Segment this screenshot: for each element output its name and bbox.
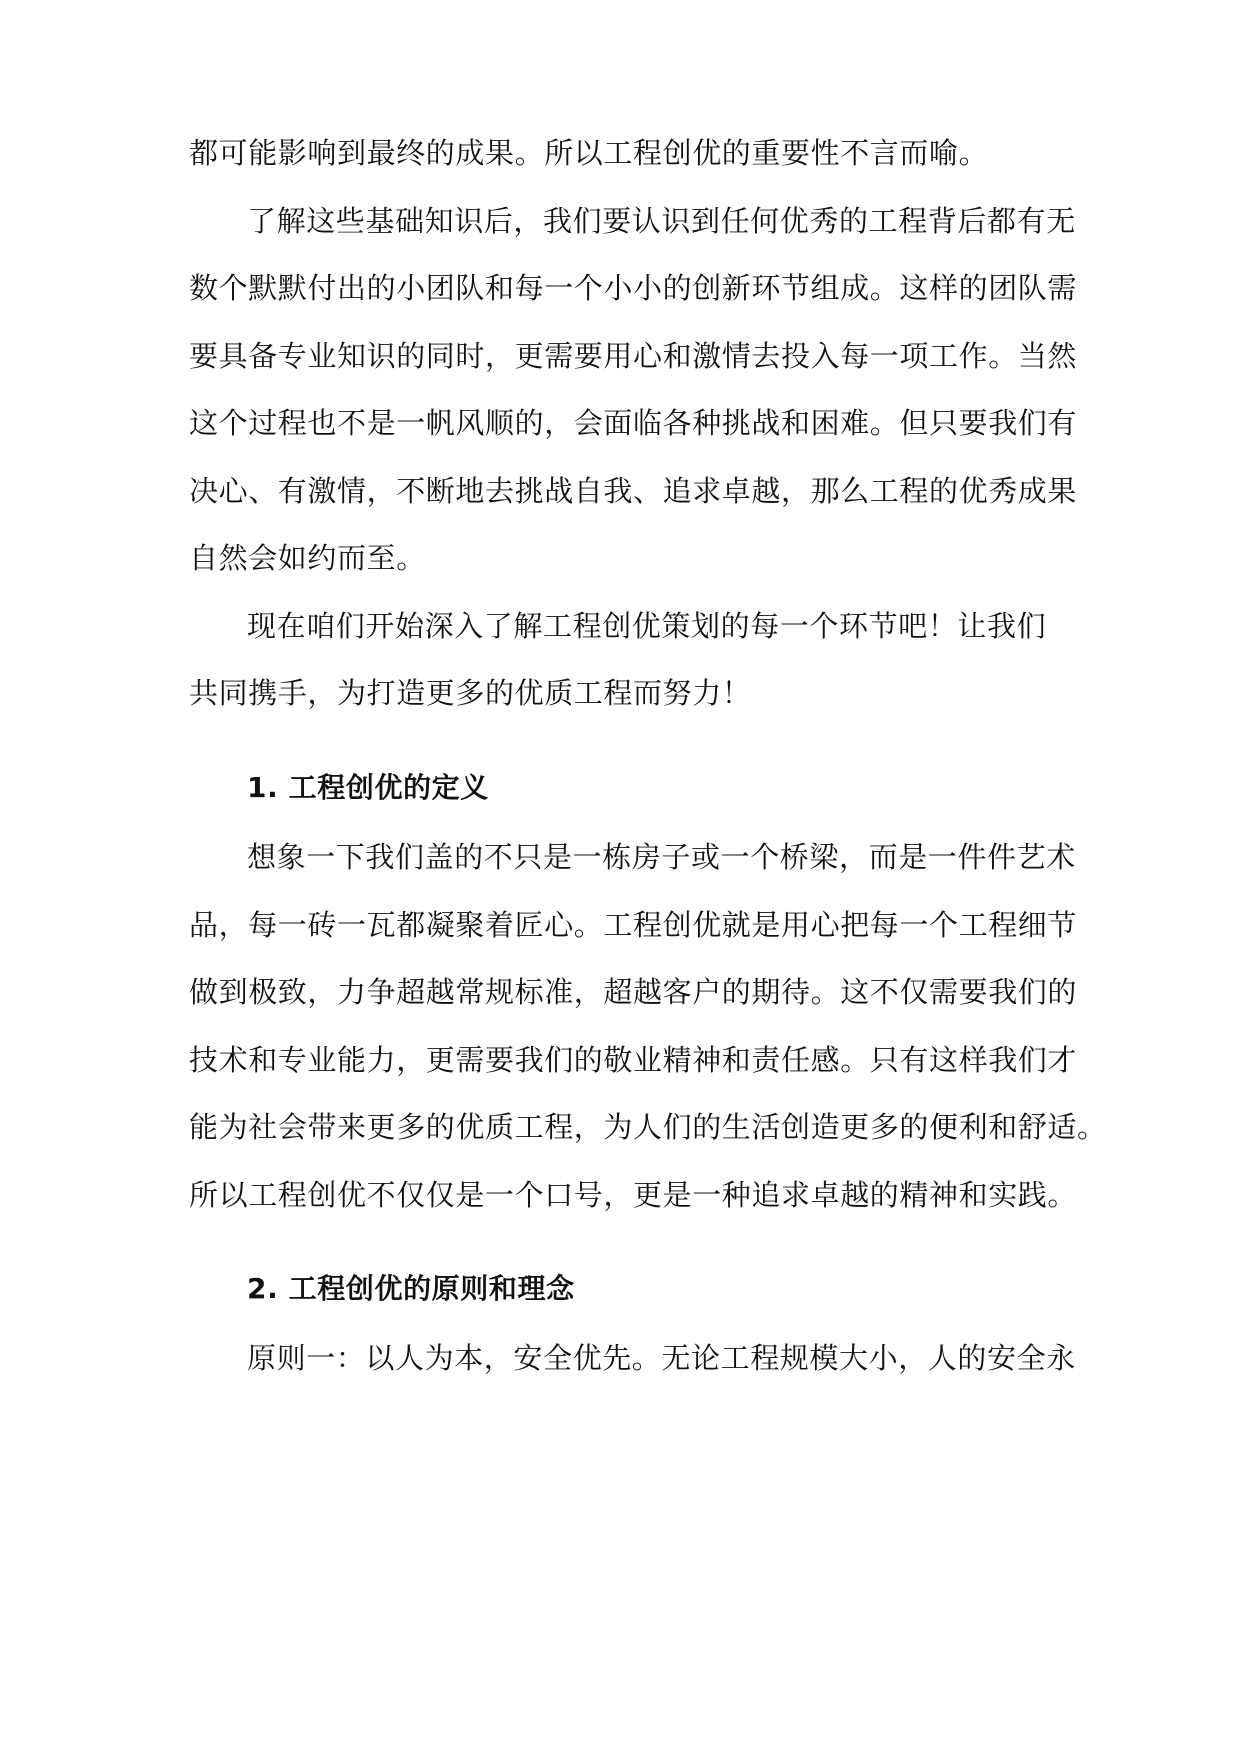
paragraph-line: 品，每一砖一瓦都凝聚着匠心。工程创优就是用心把每一个工程细节	[189, 908, 1078, 942]
paragraph-line: 数个默默付出的小团队和每一个小小的创新环节组成。这样的团队需	[189, 271, 1078, 305]
paragraph-line: 原则一：以人为本，安全优先。无论工程规模大小，人的安全永	[247, 1341, 1076, 1375]
paragraph-line: 要具备专业知识的同时，更需要用心和激情去投入每一项工作。当然	[189, 339, 1078, 373]
paragraph-line: 决心、有激情，不断地去挑战自我、追求卓越，那么工程的优秀成果	[189, 474, 1078, 508]
paragraph-line: 能为社会带来更多的优质工程，为人们的生活创造更多的便利和舒适。	[189, 1110, 1107, 1144]
paragraph-line: 想象一下我们盖的不只是一栋房子或一个桥梁，而是一件件艺术	[247, 840, 1076, 874]
paragraph-line: 做到极致，力争超越常规标准，超越客户的期待。这不仅需要我们的	[189, 975, 1078, 1009]
paragraph-line: 都可能影响到最终的成果。所以工程创优的重要性不言而喻。	[189, 136, 989, 170]
paragraph-line: 这个过程也不是一帆风顺的，会面临各种挑战和困难。但只要我们有	[189, 406, 1078, 440]
paragraph-line: 共同携手，为打造更多的优质工程而努力！	[189, 676, 752, 710]
paragraph-line: 了解这些基础知识后，我们要认识到任何优秀的工程背后都有无	[247, 204, 1076, 238]
paragraph-line: 现在咱们开始深入了解工程创优策划的每一个环节吧！让我们	[247, 609, 1047, 643]
section-heading-2: 2. 工程创优的原则和理念	[247, 1272, 575, 1305]
paragraph-line: 技术和专业能力，更需要我们的敬业精神和责任感。只有这样我们才	[189, 1043, 1078, 1077]
paragraph-line: 自然会如约而至。	[189, 541, 426, 575]
paragraph-line: 所以工程创优不仅仅是一个口号，更是一种追求卓越的精神和实践。	[189, 1178, 1078, 1212]
section-heading-1: 1. 工程创优的定义	[247, 771, 489, 804]
